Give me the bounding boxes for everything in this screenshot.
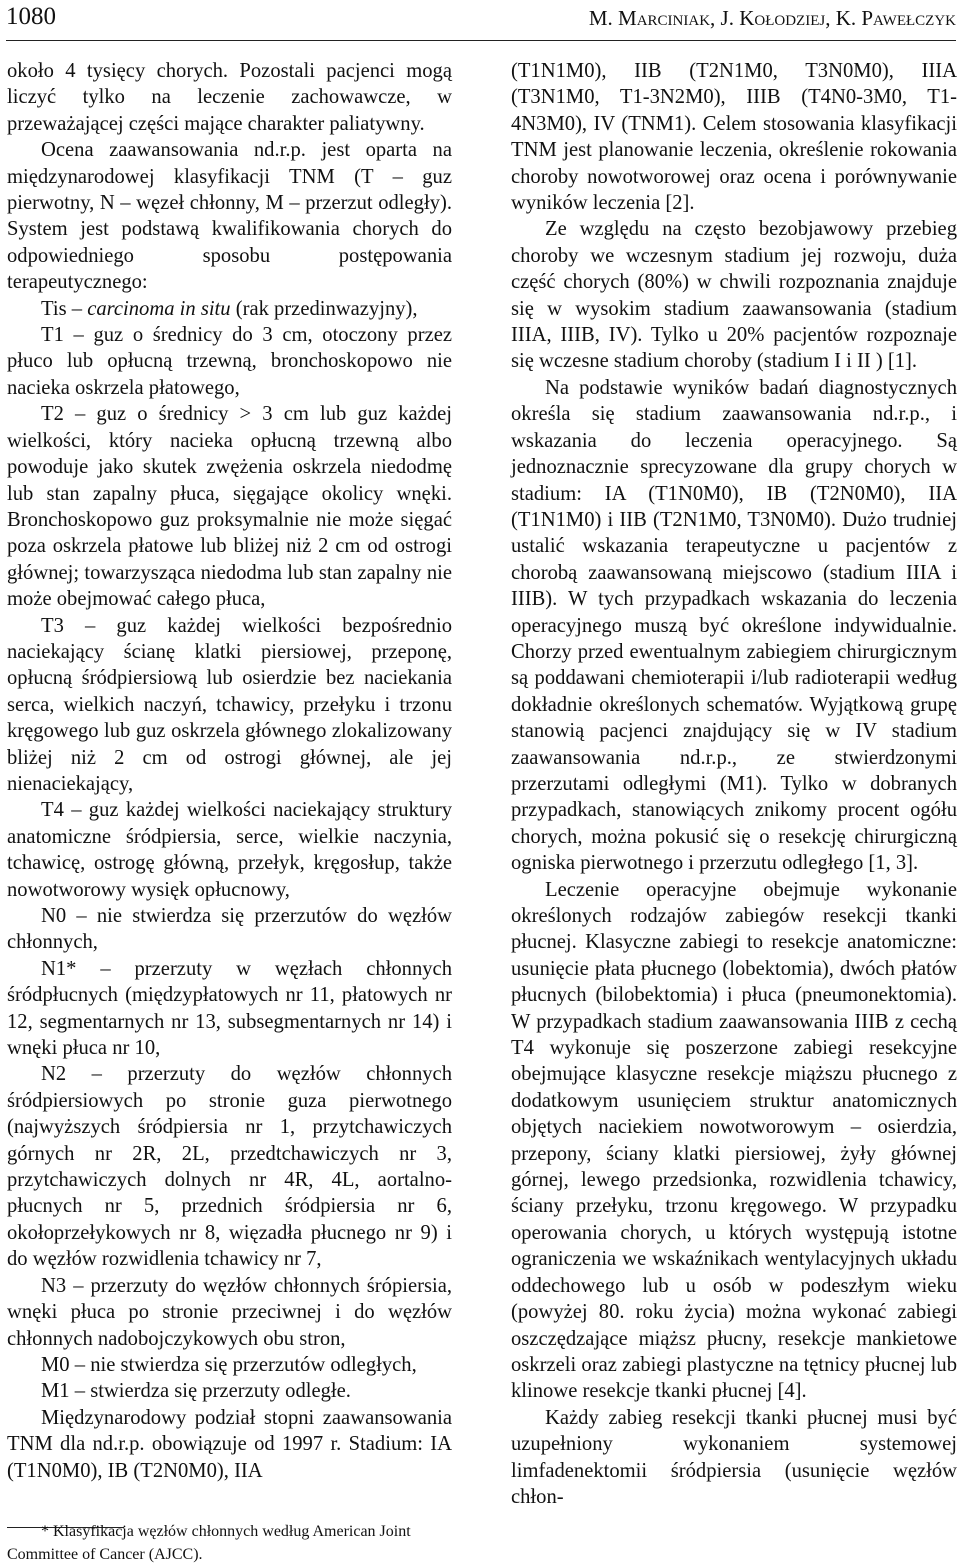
paragraph: T1 – guz o średnicy do 3 cm, otoczony przez płuco lub opłucną trzewną, bronchoskopowo nie nacieka oskrzela płatowego, (7, 324, 452, 399)
paragraph: Na podstawie wyników badań diagnostycznych określa się stadium zaawansowania nd.r.p., i wskazania do leczenia operacyjnego. Są jednoznacznie sprecyzowane dla grupy chorych w stadium: IA (T1N0M0), IB (T2N0M0), IIA (T1N1M0) i IIB (T2N1M0, T3N0M0). Dużo trudniej ustalić wskazania terapeutyczne u pacjentów z chorobą zaawansowaną miejscowo (stadium IIIA i IIIB). W tych przypadkach wskazania do leczenia operacyjnego muszą być określone indywidualnie. Chorzy przed ewentualnym zabiegiem chirurgicznym są poddawani chemioterapii i/lub radioterapii według dokładnie określonych schematów. Wyjątkową grupę stanowią pacjenci znajdujący się w IV stadium zaawansowania nd.r.p., ze stwierdzonymi przerzutami odległymi (M1). Tylko w dobranych przypadkach, stanowiących znikomy procent ogółu chorych, można pokusić się o resekcję chirurgiczną ogniska pierwotnego i przerzutu odległego [1, 3]. (511, 376, 957, 875)
paragraph: Każdy zabieg resekcji tkanki płucnej musi być uzupełniony wykonaniem systemowej limfadenektomii śródpiersia (usunięcie węzłów chłon- (511, 1406, 957, 1508)
paragraph: Międzynarodowy podział stopni zaawansowania TNM dla nd.r.p. obowiązuje od 1997 r. Stadium: IA (T1N0M0), IB (T2N0M0), IIA (7, 1406, 452, 1482)
paragraph: T4 – guz każdej wielkości naciekający struktury anatomiczne śródpiersia, serce, wielkie naczynia, tchawicę, ostrogę główną, przełyk, kręgosłup, także nowotworowy wysięk opłucnowy, (7, 799, 452, 901)
paragraph: N0 – nie stwierdza się przerzutów do węzłów chłonnych, (7, 905, 452, 954)
paragraph: M1 – stwierdza się przerzuty odległe. (41, 1380, 351, 1403)
paragraph: T3 – guz każdej wielkości bezpośrednio naciekający ścianę klatki piersiowej, przeponę, opłucną śródpiersiową lub osierdzie bez naciekania serca, wielkich naczyń, tchawicy, przełyku i trzonu kręgowego lub guz oskrzela głównego zlokalizowany bliżej niż 2 cm od ostrogi głównej, ale jej nienaciekający, (7, 614, 452, 795)
footnote (7, 1520, 452, 1566)
italic-term: carcinoma in situ (87, 297, 231, 320)
footnote-text: * Klasyfikacja węzłów chłonnych według American Joint Committee of Cancer (AJCC). (7, 1523, 411, 1563)
paragraph: M0 – nie stwierdza się przerzutów odległych, (41, 1353, 417, 1376)
paragraph: Leczenie operacyjne obejmuje wykonanie określonych rodzajów zabiegów resekcji tkanki płucnej. Klasyczne zabiegi to resekcje anatomiczne: usunięcie płata płucnego (lobektomia), dwóch płatów płucnych (bilobektomia) i płuca (pneumonektomia). W przypadkach stadium zaawansowania IIIB z cechą T4 wykonuje się poszerzone zabiegi resekcyjne obejmujące klasyczne resekcje miąższu płucnego z dodatkowym usunięciem struktur anatomicznych objętych naciekiem nowotworowym – osierdzia, przepony, ściany klatki piersiowej, żyły głównej górnej, lewego przedsionka, rozwidlenia tchawicy, ściany przełyku, trzonu kręgowego. W przypadku operowania chorych, u których występują istotne ograniczenia we wskaźnikach wentylacyjnych układu oddechowego lub u osób w podeszłym wieku (powyżej 80. roku życia) można wykonać zabiegi oszczędzające miąższ płucny, resekcje mankietowe oskrzeli oraz zabiegi plastyczne na tętnicy płucnej lub klinowe resekcje tkanki płucnej [4]. (511, 878, 957, 1403)
paragraph: Ocena zaawansowania nd.r.p. jest oparta na międzynarodowej klasyfikacji TNM (T – guz pierwotny, N – węzeł chłonny, M – przerzut odległy). System jest podstawą kwalifikowania chorych do odpowiedniego sposobu postępowania terapeutycznego: (7, 139, 452, 294)
paragraph: N1* – przerzuty w węzłach chłonnych śródpłucnych (międzypłatowych nr 11, płatowych nr 12, segmentarnych nr 13, subsegmentarnych nr 14) i wnęki płuca nr 10, (7, 957, 452, 1060)
paragraph: T2 – guz o średnicy > 3 cm lub guz każdej wielkości, który nacieka opłucną trzewną albo powoduje jako skutek zwężenia oskrzela niedodmę lub stan zapalny płuca, sięgające okolicy wnęki. Bronchoskopowo guz proksymalnie nie może sięgać poza oskrzela płatowe lub bliżej niż 2 cm od ostrogi głównej; towarzysząca niedodma lub stan zapalny nie może obejmować całego płuca, (7, 403, 452, 611)
paragraph: (T1N1M0), IIB (T2N1M0, T3N0M0), IIIA (T3N1M0, T1-3N2M0), IIIB (T4N0-3M0, T1-4N3M0), IV (TNM1). Celem stosowania klasyfikacji TNM jest planowanie leczenia, określenie rokowania choroby nowotworowej oraz ocena i porównywanie wyników leczenia [2]. (511, 60, 957, 215)
paragraph: N2 – przerzuty do węzłów chłonnych śródpiersiowych po stronie guza pierwotnego (najwyższych śródpiersia nr 1, przytchawiczych górnych nr 2R, 2L, przedtchawiczych nr 3, przytchawiczych dolnych nr 4R, 4L, aortalno-płucnych nr 5, przednich śródpiersia nr 6, okołoprzełykowych nr 8, więzadła płucnego nr 9) i do węzłów rozwidlenia tchawicy nr 7, (7, 1063, 452, 1271)
left-column (7, 58, 452, 1484)
paragraph: Ze względu na często bezobjawowy przebieg choroby we wczesnym stadium jej rozwoju, duża część chorych (80%) w chwili rozpoznania znajduje się w wysokim stadium zaawansowania (stadium IIIA, IIIB, IV). Tylko u 20% pacjentów rozpoznaje się wczesne stadium choroby (stadium I i II ) [1]. (511, 218, 957, 373)
running-header (6, 0, 956, 41)
paragraph: około 4 tysięcy chorych. Pozostali pacjenci mogą liczyć tylko na leczenie zachowawcze, w przeważającej części mające charakter paliatywny. (7, 60, 452, 135)
page-number: 1080 (6, 3, 56, 30)
paragraph: N3 – przerzuty do węzłów chłonnych śrópiersia, wnęki płuca po stronie przeciwnej i do węzłów chłonnych nadobojczykowych obu stron, (7, 1274, 452, 1350)
running-head-authors: M. Marciniak, J. Kołodziej, K. Pawełczyk (588, 6, 956, 30)
right-column (511, 58, 957, 1510)
paragraph: Tis – carcinoma in situ (rak przedinwazyjny), (41, 297, 418, 320)
